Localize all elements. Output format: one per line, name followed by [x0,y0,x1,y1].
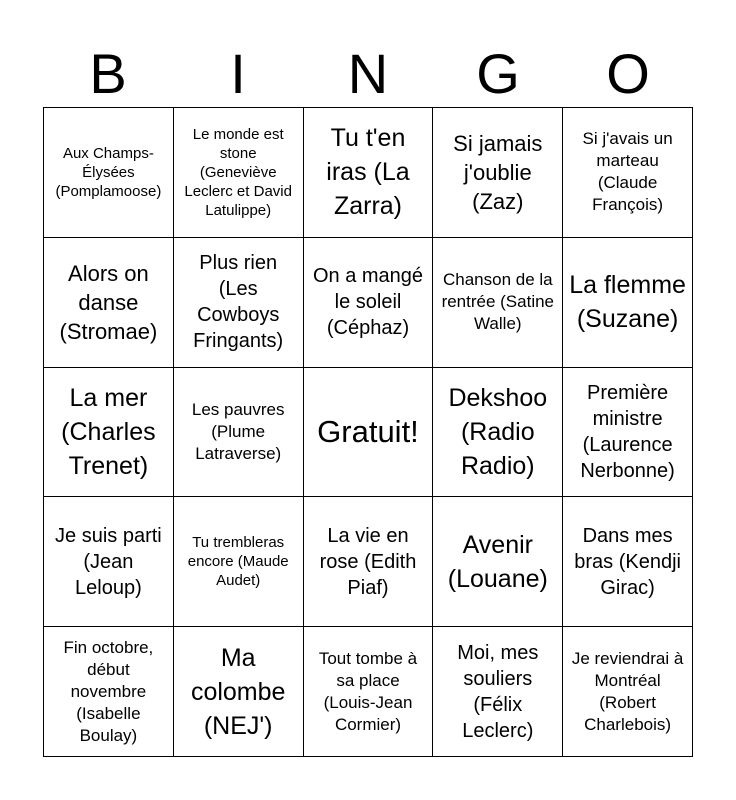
header-letter-g: G [476,42,520,105]
cell-label: Tout tombe à sa place (Louis-Jean Cormier) [318,648,418,734]
bingo-cell-r1-c2[interactable] [304,238,434,368]
bingo-cell-r4-c0[interactable] [44,627,174,757]
cell-label: Première ministre (Laurence Nerbonne) [580,381,675,482]
bingo-cell-r0-c3[interactable] [433,108,563,238]
header-letter-o: O [606,42,650,105]
bingo-cell-r0-c4[interactable] [563,108,693,238]
bingo-cell-r1-c0[interactable] [44,238,174,368]
cell-label: Avenir (Louane) [447,530,548,593]
cell-label: Plus rien (Les Cowboys Fringants) [193,252,284,353]
bingo-cell-free-space[interactable] [304,368,434,498]
bingo-cell-r0-c1[interactable] [174,108,304,238]
cell-label: Tu trembleras encore (Maude Audet) [187,534,289,590]
bingo-cell-r1-c3[interactable] [433,238,563,368]
cell-label: Moi, mes souliers (Félix Leclerc) [457,641,539,742]
bingo-cell-r4-c1[interactable] [174,627,304,757]
cell-label: La mer (Charles Trenet) [61,383,156,480]
cell-label: Dans mes bras (Kendji Girac) [574,524,681,599]
cell-label: La flemme (Suzane) [569,271,686,334]
header-letter-n: N [347,42,389,105]
cell-label: Si j'avais un marteau (Claude François) [582,129,673,215]
cell-label: La vie en rose (Edith Piaf) [319,524,417,599]
cell-label: Fin octobre, début novembre (Isabelle Boulay) [63,637,154,745]
cell-label: Ma colombe (NEJ') [190,643,286,740]
cell-label: Gratuit! [317,413,419,449]
header-letter-b: B [89,42,127,105]
cell-label: Si jamais j'oublie (Zaz) [453,130,543,214]
bingo-grid [43,107,693,757]
header-letter-i: I [230,42,246,105]
bingo-cell-r4-c2[interactable] [304,627,434,757]
cell-label: Chanson de la rentrée (Satine Walle) [441,270,555,334]
cell-label: Tu t'en iras (La Zarra) [326,124,410,221]
bingo-cell-r3-c1[interactable] [174,497,304,627]
cell-label: Le monde est stone (Geneviève Leclerc et David Latulippe) [184,125,292,219]
bingo-cell-r2-c1[interactable] [174,368,304,498]
bingo-cell-r3-c4[interactable] [563,497,693,627]
bingo-cell-r0-c0[interactable] [44,108,174,238]
bingo-cell-r2-c3[interactable] [433,368,563,498]
bingo-cell-r3-c2[interactable] [304,497,434,627]
bingo-cell-r2-c4[interactable] [563,368,693,498]
cell-label: Alors on danse (Stromae) [59,260,158,344]
cell-label: On a mangé le soleil (Céphaz) [312,265,424,340]
bingo-cell-r3-c0[interactable] [44,497,174,627]
bingo-header [43,40,693,108]
bingo-cell-r4-c3[interactable] [433,627,563,757]
cell-label: Je suis parti (Jean Leloup) [55,524,162,599]
bingo-cell-r0-c2[interactable] [304,108,434,238]
cell-label: Je reviendrai à Montréal (Robert Charlebois) [571,648,684,734]
cell-label: Les pauvres (Plume Latraverse) [191,399,285,463]
bingo-cell-r3-c3[interactable] [433,497,563,627]
cell-label: Aux Champs-Élysées (Pomplamoose) [55,144,162,200]
bingo-cell-r4-c4[interactable] [563,627,693,757]
bingo-cell-r1-c4[interactable] [563,238,693,368]
cell-label: Dekshoo (Radio Radio) [448,383,548,480]
bingo-cell-r1-c1[interactable] [174,238,304,368]
bingo-cell-r2-c0[interactable] [44,368,174,498]
